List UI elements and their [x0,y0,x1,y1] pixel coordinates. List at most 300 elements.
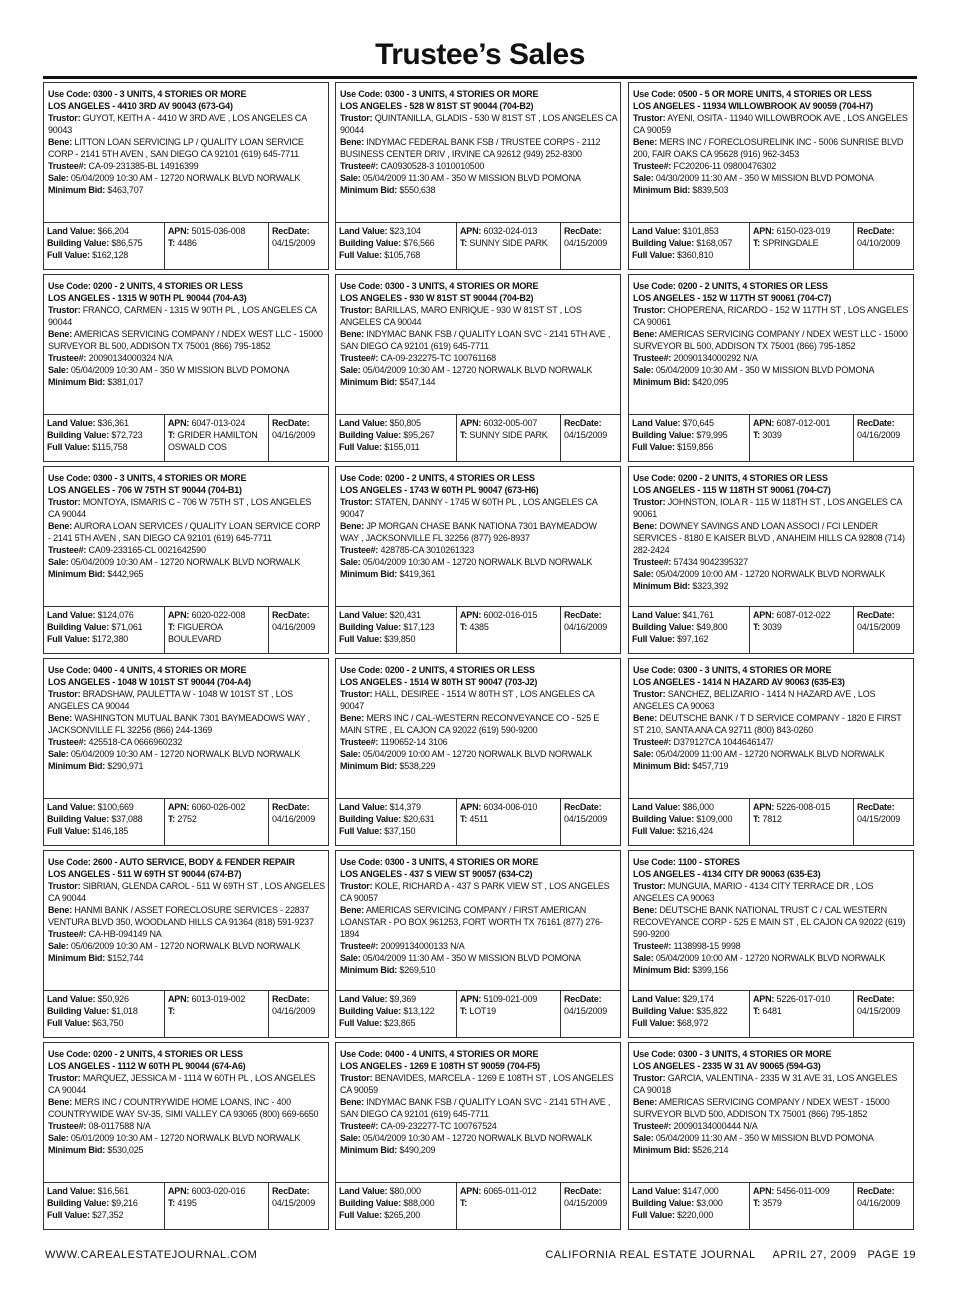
trustor-label: Trustor: [633,881,666,891]
minimum-bid-line [633,580,910,592]
beneficiary-line [633,520,910,556]
valuation-cell [336,415,456,461]
valuation-cell [629,607,749,653]
sale-info-line [633,172,910,184]
property-address: LOS ANGELES - 1743 W 60TH PL 90047 (673-H6) [340,485,539,495]
valuation-row [629,606,913,653]
tract-line [753,813,850,825]
building-value: $37,088 [111,814,143,824]
apn-line [460,801,557,813]
rec-date-cell [268,415,328,461]
land-value-label: Land Value: [339,802,388,812]
beneficiary-value: HANMI BANK / ASSET FORECLOSURE SERVICES - 22837 VENTURA BLVD 350, WOODLAND HILLS CA 91364 (818) 591-9237 [48,905,314,927]
rec-date-value: 04/16/2009 [272,430,316,440]
valuation-cell [44,991,164,1037]
beneficiary-label: Bene: [48,137,73,147]
rec-date-label: RecDate: [564,994,602,1004]
tract-value: 3039 [762,430,782,440]
beneficiary-line [48,136,325,160]
valuation-row [44,414,328,461]
sale-info-label: Sale: [633,569,654,579]
apn-label: APN: [168,418,190,428]
full-value: $63,750 [92,1018,124,1028]
valuation-cell [44,415,164,461]
sale-info-label: Sale: [340,557,361,567]
full-value-line [632,633,746,645]
tract-value: 2752 [177,814,197,824]
use-code: Use Code: 0200 - 2 UNITS, 4 STORIES OR LESS [340,473,535,483]
full-value-label: Full Value: [632,826,675,836]
minimum-bid-line [48,1144,325,1156]
listing-info [340,856,617,976]
full-value: $68,972 [677,1018,709,1028]
trustee-number-line [633,940,910,952]
listing-info [340,664,617,772]
apn-line [168,801,265,813]
tract-label: T: [460,1006,468,1016]
sale-info-line [340,364,617,376]
sale-info-value: 05/04/2009 10:00 AM - 12720 NORWALK BLVD NORWALK [362,749,593,759]
rec-date-label: RecDate: [857,226,895,236]
trustor-label: Trustor: [48,881,81,891]
land-value-label: Land Value: [47,994,96,1004]
building-value-label: Building Value: [339,814,402,824]
full-value-label: Full Value: [47,634,90,644]
sale-info-line [340,952,617,964]
apn-value: 6047-013-024 [191,418,246,428]
valuation-row [629,1182,913,1229]
building-value-line [47,1005,161,1017]
beneficiary-line [340,1096,617,1120]
page-title: Trustee’s Sales [375,38,585,71]
full-value-line [632,1017,746,1029]
minimum-bid-value: $420,095 [692,377,729,387]
minimum-bid-label: Minimum Bid: [340,761,398,771]
apn-label: APN: [460,994,482,1004]
minimum-bid-value: $442,965 [107,569,144,579]
trustee-number-value: 08-0117588 N/A [88,1121,151,1131]
full-value-label: Full Value: [339,826,382,836]
land-value: $41,761 [682,610,714,620]
building-value-line [632,429,746,441]
trustee-number-label: Trustee#: [340,941,379,951]
property-address: LOS ANGELES - 528 W 81ST ST 90044 (704-B2) [340,101,534,111]
building-value-line [47,1197,161,1209]
tract-value: FIGUEROA BOULEVARD [168,622,223,644]
apn-line [460,417,557,429]
trustor-line [633,496,910,520]
trustee-number-value: 20090134000324 N/A [88,353,173,363]
rec-date-cell [560,223,620,269]
apn-cell [456,223,560,269]
apn-label: APN: [168,610,190,620]
land-value-label: Land Value: [339,994,388,1004]
land-value-label: Land Value: [632,802,681,812]
tract-label: T: [753,814,761,824]
full-value-line [632,249,746,261]
apn-label: APN: [460,802,482,812]
land-value: $23,104 [389,226,421,236]
use-code: Use Code: 0400 - 4 UNITS, 4 STORIES OR MORE [48,665,247,675]
trustee-number-label: Trustee#: [633,941,672,951]
trustor-line [633,304,910,328]
trustee-number-label: Trustee#: [48,161,87,171]
apn-label: APN: [460,226,482,236]
building-value-label: Building Value: [632,814,695,824]
property-address: LOS ANGELES - 930 W 81ST ST 90044 (704-B2) [340,293,534,303]
land-value: $101,853 [682,226,719,236]
building-value-line [632,621,746,633]
full-value-label: Full Value: [47,442,90,452]
sale-info-value: 05/04/2009 10:30 AM - 350 W MISSION BLVD POMONA [655,365,875,375]
full-value: $23,865 [384,1018,416,1028]
trustee-number-value: CA09-233165-CL 0021642590 [88,545,206,555]
beneficiary-value: JP MORGAN CHASE BANK NATIONA 7301 BAYMEADOW WAY , JACKSONVILLE FL 32256 (877) 926-8937 [340,521,597,543]
trustor-label: Trustor: [48,497,81,507]
trustor-line [48,496,325,520]
property-address: LOS ANGELES - 1315 W 90TH PL 90044 (704-A3) [48,293,247,303]
minimum-bid-line [48,952,325,964]
valuation-row [336,414,620,461]
full-value: $105,768 [384,250,421,260]
use-code: Use Code: 0200 - 2 UNITS, 4 STORIES OR LESS [48,281,243,291]
trustor-line [340,304,617,328]
land-value: $36,361 [97,418,129,428]
building-value: $20,631 [403,814,435,824]
rec-date-value: 04/16/2009 [564,622,608,632]
building-value-line [339,237,453,249]
trustee-number-label: Trustee#: [48,737,87,747]
trustee-number-label: Trustee#: [633,161,672,171]
sale-info-value: 05/04/2009 11:30 AM - 350 W MISSION BLVD POMONA [362,173,581,183]
minimum-bid-label: Minimum Bid: [340,1145,398,1155]
sale-info-line [48,940,325,952]
valuation-cell [44,799,164,845]
valuation-cell [629,799,749,845]
building-value-line [632,237,746,249]
property-address: LOS ANGELES - 4410 3RD AV 90043 (673-G4) [48,101,233,111]
sale-info-value: 05/04/2009 10:00 AM - 12720 NORWALK BLVD NORWALK [655,569,886,579]
beneficiary-label: Bene: [633,329,658,339]
trustee-number-line [633,1120,910,1132]
trustee-number-label: Trustee#: [48,353,87,363]
tract-label: T: [753,430,761,440]
beneficiary-label: Bene: [48,1097,73,1107]
trustor-label: Trustor: [48,305,81,315]
beneficiary-line [340,904,617,940]
apn-cell [164,991,268,1037]
trustee-number-line [633,352,910,364]
land-value-line [339,801,453,813]
listing-card [335,850,621,1038]
minimum-bid-label: Minimum Bid: [340,965,398,975]
tract-line [753,237,850,249]
apn-label: APN: [753,610,775,620]
trustor-line [340,496,617,520]
building-value: $35,822 [696,1006,728,1016]
minimum-bid-line [633,964,910,976]
rec-date-label: RecDate: [857,418,895,428]
trustor-value: MARQUEZ, JESSICA M - 1114 W 60TH PL , LOS ANGELES CA 90044 [48,1073,316,1095]
minimum-bid-value: $419,361 [399,569,436,579]
building-value: $88,000 [403,1198,435,1208]
trustor-value: HALL, DESIREE - 1514 W 80TH ST , LOS ANGELES CA 90047 [340,689,595,711]
sale-info-label: Sale: [48,1133,69,1143]
beneficiary-line [633,1096,910,1120]
apn-value: 5456-011-009 [776,1186,830,1196]
valuation-cell [336,223,456,269]
tract-label: T: [753,1198,761,1208]
apn-value: 6065-011-012 [483,1186,537,1196]
minimum-bid-value: $538,229 [399,761,436,771]
beneficiary-value: DEUTSCHE BANK / T D SERVICE COMPANY - 1820 E FIRST ST 210, SANTA ANA CA 92711 (800) 843-0260 [633,713,902,735]
land-value: $66,204 [97,226,129,236]
full-value-line [632,825,746,837]
trustor-label: Trustor: [340,113,373,123]
full-value-line [47,1017,161,1029]
beneficiary-line [48,712,325,736]
rec-date-value: 04/16/2009 [272,1006,316,1016]
tract-value: 3039 [762,622,782,632]
full-value-label: Full Value: [632,634,675,644]
minimum-bid-label: Minimum Bid: [48,377,106,387]
apn-label: APN: [753,1186,775,1196]
valuation-row [44,1182,328,1229]
minimum-bid-value: $323,392 [692,581,729,591]
full-value-line [339,1209,453,1221]
full-value-line [632,441,746,453]
beneficiary-label: Bene: [340,1097,365,1107]
trustor-line [633,1072,910,1096]
building-value-line [339,621,453,633]
building-value-line [632,1197,746,1209]
valuation-cell [44,223,164,269]
footer-website[interactable]: WWW.CAREALESTATEJOURNAL.COM [45,1249,258,1261]
rec-date-label: RecDate: [564,226,602,236]
trustee-number-line [633,736,910,748]
apn-cell [456,1183,560,1229]
land-value-line [47,801,161,813]
beneficiary-label: Bene: [340,905,365,915]
trustee-number-value: 1138998-15 9998 [673,941,741,951]
full-value: $39,850 [384,634,416,644]
sale-info-label: Sale: [48,173,69,183]
beneficiary-line [48,520,325,544]
apn-line [460,1185,557,1197]
tract-line [753,621,850,633]
tract-label: T: [168,430,176,440]
rec-date-cell [560,799,620,845]
tract-line [460,621,557,633]
sale-info-line [340,1132,617,1144]
trustor-value: CHOPERENA, RICARDO - 152 W 117TH ST , LOS ANGELES CA 90061 [633,305,909,327]
sale-info-value: 05/04/2009 10:30 AM - 350 W MISSION BLVD POMONA [70,365,290,375]
property-address: LOS ANGELES - 2335 W 31 AV 90065 (594-G3) [633,1061,821,1071]
listings-grid [43,76,917,1231]
apn-cell [164,1183,268,1229]
rec-date-cell [268,799,328,845]
listing-card [628,850,914,1038]
land-value-label: Land Value: [632,418,681,428]
valuation-cell [336,607,456,653]
use-code: Use Code: 2600 - AUTO SERVICE, BODY & FENDER REPAIR [48,857,295,867]
apn-value: 5226-017-010 [776,994,831,1004]
land-value-line [47,225,161,237]
full-value-label: Full Value: [339,442,382,452]
sale-info-value: 05/04/2009 10:30 AM - 12720 NORWALK BLVD NORWALK [362,365,593,375]
trustee-number-value: 425518-CA 0666960232 [88,737,183,747]
trustor-value: JOHNSTON, IOLA R - 115 W 118TH ST , LOS ANGELES CA 90061 [633,497,902,519]
trustor-value: GUYOT, KEITH A - 4410 W 3RD AVE , LOS ANGELES CA 90043 [48,113,307,135]
beneficiary-label: Bene: [633,713,658,723]
sale-info-value: 05/04/2009 10:30 AM - 12720 NORWALK BLVD NORWALK [70,749,301,759]
tract-line [460,429,557,441]
beneficiary-label: Bene: [340,713,365,723]
minimum-bid-value: $526,214 [692,1145,729,1155]
rec-date-cell [268,607,328,653]
listing-info [48,664,325,772]
full-value-label: Full Value: [339,250,382,260]
full-value-label: Full Value: [47,1018,90,1028]
sale-info-label: Sale: [633,173,654,183]
trustor-value: SIBRIAN, GLENDA CAROL - 511 W 69TH ST , LOS ANGELES CA 90044 [48,881,325,903]
building-value: $72,723 [111,430,143,440]
apn-cell [749,223,853,269]
apn-cell [164,799,268,845]
beneficiary-line [340,712,617,736]
trustor-line [633,112,910,136]
minimum-bid-value: $547,144 [399,377,436,387]
minimum-bid-line [633,376,910,388]
tract-line [460,1197,557,1209]
building-value: $71,061 [111,622,143,632]
tract-line [753,1197,850,1209]
valuation-row [629,990,913,1037]
trustor-value: QUINTANILLA, GLADIS - 530 W 81ST ST , LOS ANGELES CA 90044 [340,113,617,135]
rec-date-value: 04/15/2009 [564,430,608,440]
minimum-bid-value: $290,971 [107,761,144,771]
apn-label: APN: [753,226,775,236]
minimum-bid-value: $381,017 [107,377,144,387]
land-value: $80,000 [389,1186,421,1196]
beneficiary-label: Bene: [48,905,73,915]
trustor-value: MUNGUIA, MARIO - 4134 CITY TERRACE DR , LOS ANGELES CA 90063 [633,881,874,903]
listing-info [48,856,325,964]
valuation-row [336,798,620,845]
tract-value: LOT19 [469,1006,496,1016]
rec-date-value: 04/16/2009 [857,430,901,440]
use-code: Use Code: 0300 - 3 UNITS, 4 STORIES OR MORE [633,1049,832,1059]
listing-card [335,274,621,462]
land-value-line [632,1185,746,1197]
minimum-bid-line [340,568,617,580]
building-value: $86,575 [111,238,143,248]
full-value-label: Full Value: [47,1210,90,1220]
trustor-label: Trustor: [340,305,373,315]
tract-value: 6481 [762,1006,782,1016]
trustee-number-line [633,160,910,172]
trustee-number-value: D379127CA 1044646147/ [673,737,773,747]
sale-info-value: 05/04/2009 10:30 AM - 12720 NORWALK BLVD NORWALK [362,1133,593,1143]
land-value-line [339,417,453,429]
apn-cell [456,607,560,653]
tract-line [168,813,265,825]
listing-card [43,658,329,846]
tract-line [753,429,850,441]
listing-info [48,1048,325,1156]
tract-line [168,621,265,645]
building-value-label: Building Value: [632,238,695,248]
trustee-number-label: Trustee#: [633,353,672,363]
minimum-bid-value: $839,503 [692,185,729,195]
sale-info-label: Sale: [633,749,654,759]
property-address: LOS ANGELES - 437 S VIEW ST 90057 (634-C2) [340,869,533,879]
rec-date-label: RecDate: [272,1186,310,1196]
use-code: Use Code: 0300 - 3 UNITS, 4 STORIES OR MORE [48,473,247,483]
trustee-number-line [340,736,617,748]
apn-label: APN: [460,418,482,428]
listing-card [628,1042,914,1230]
property-address: LOS ANGELES - 1414 N HAZARD AV 90063 (635-E3) [633,677,845,687]
rec-date-cell [560,607,620,653]
land-value: $14,379 [389,802,421,812]
sale-info-line [48,748,325,760]
trustee-number-value: CA-09-232275-TC 100761168 [380,353,496,363]
rec-date-cell [853,1183,913,1229]
rec-date-value: 04/15/2009 [564,238,608,248]
rec-date-cell [853,607,913,653]
sale-info-line [633,364,910,376]
beneficiary-label: Bene: [340,521,365,531]
apn-value: 6060-026-002 [191,802,246,812]
trustee-number-label: Trustee#: [48,1121,87,1131]
use-code: Use Code: 0200 - 2 UNITS, 4 STORIES OR LESS [633,473,828,483]
sale-info-line [633,1132,910,1144]
building-value: $13,122 [403,1006,435,1016]
trustor-line [340,1072,617,1096]
full-value-line [47,633,161,645]
rec-date-label: RecDate: [272,418,310,428]
sale-info-label: Sale: [48,365,69,375]
apn-label: APN: [753,994,775,1004]
beneficiary-value: LITTON LOAN SERVICING LP / QUALITY LOAN SERVICE CORP - 2141 5TH AVEN , SAN DIEGO CA 92101 (619) 645-7711 [48,137,304,159]
beneficiary-line [340,136,617,160]
full-value: $360,810 [677,250,714,260]
trustor-line [48,1072,325,1096]
beneficiary-value: AURORA LOAN SERVICES / QUALITY LOAN SERVICE CORP - 2141 5TH AVEN , SAN DIEGO CA 92101 (619) 645-7711 [48,521,321,543]
trustee-number-line [340,160,617,172]
sale-info-value: 05/04/2009 10:30 AM - 12720 NORWALK BLVD NORWALK [70,173,301,183]
minimum-bid-line [633,184,910,196]
apn-cell [164,607,268,653]
apn-line [460,993,557,1005]
trustee-number-line [48,160,325,172]
building-value-line [47,621,161,633]
minimum-bid-line [340,964,617,976]
apn-value: 5226-008-015 [776,802,831,812]
property-address: LOS ANGELES - 152 W 117TH ST 90061 (704-C7) [633,293,832,303]
rec-date-value: 04/10/2009 [857,238,901,248]
valuation-row [629,414,913,461]
property-address: LOS ANGELES - 1048 W 101ST ST 90044 (704-A4) [48,677,251,687]
minimum-bid-line [340,184,617,196]
land-value: $9,369 [389,994,416,1004]
land-value: $100,669 [97,802,134,812]
full-value-line [339,1017,453,1029]
trustor-label: Trustor: [340,689,373,699]
minimum-bid-value: $530,025 [107,1145,144,1155]
building-value-label: Building Value: [47,814,110,824]
